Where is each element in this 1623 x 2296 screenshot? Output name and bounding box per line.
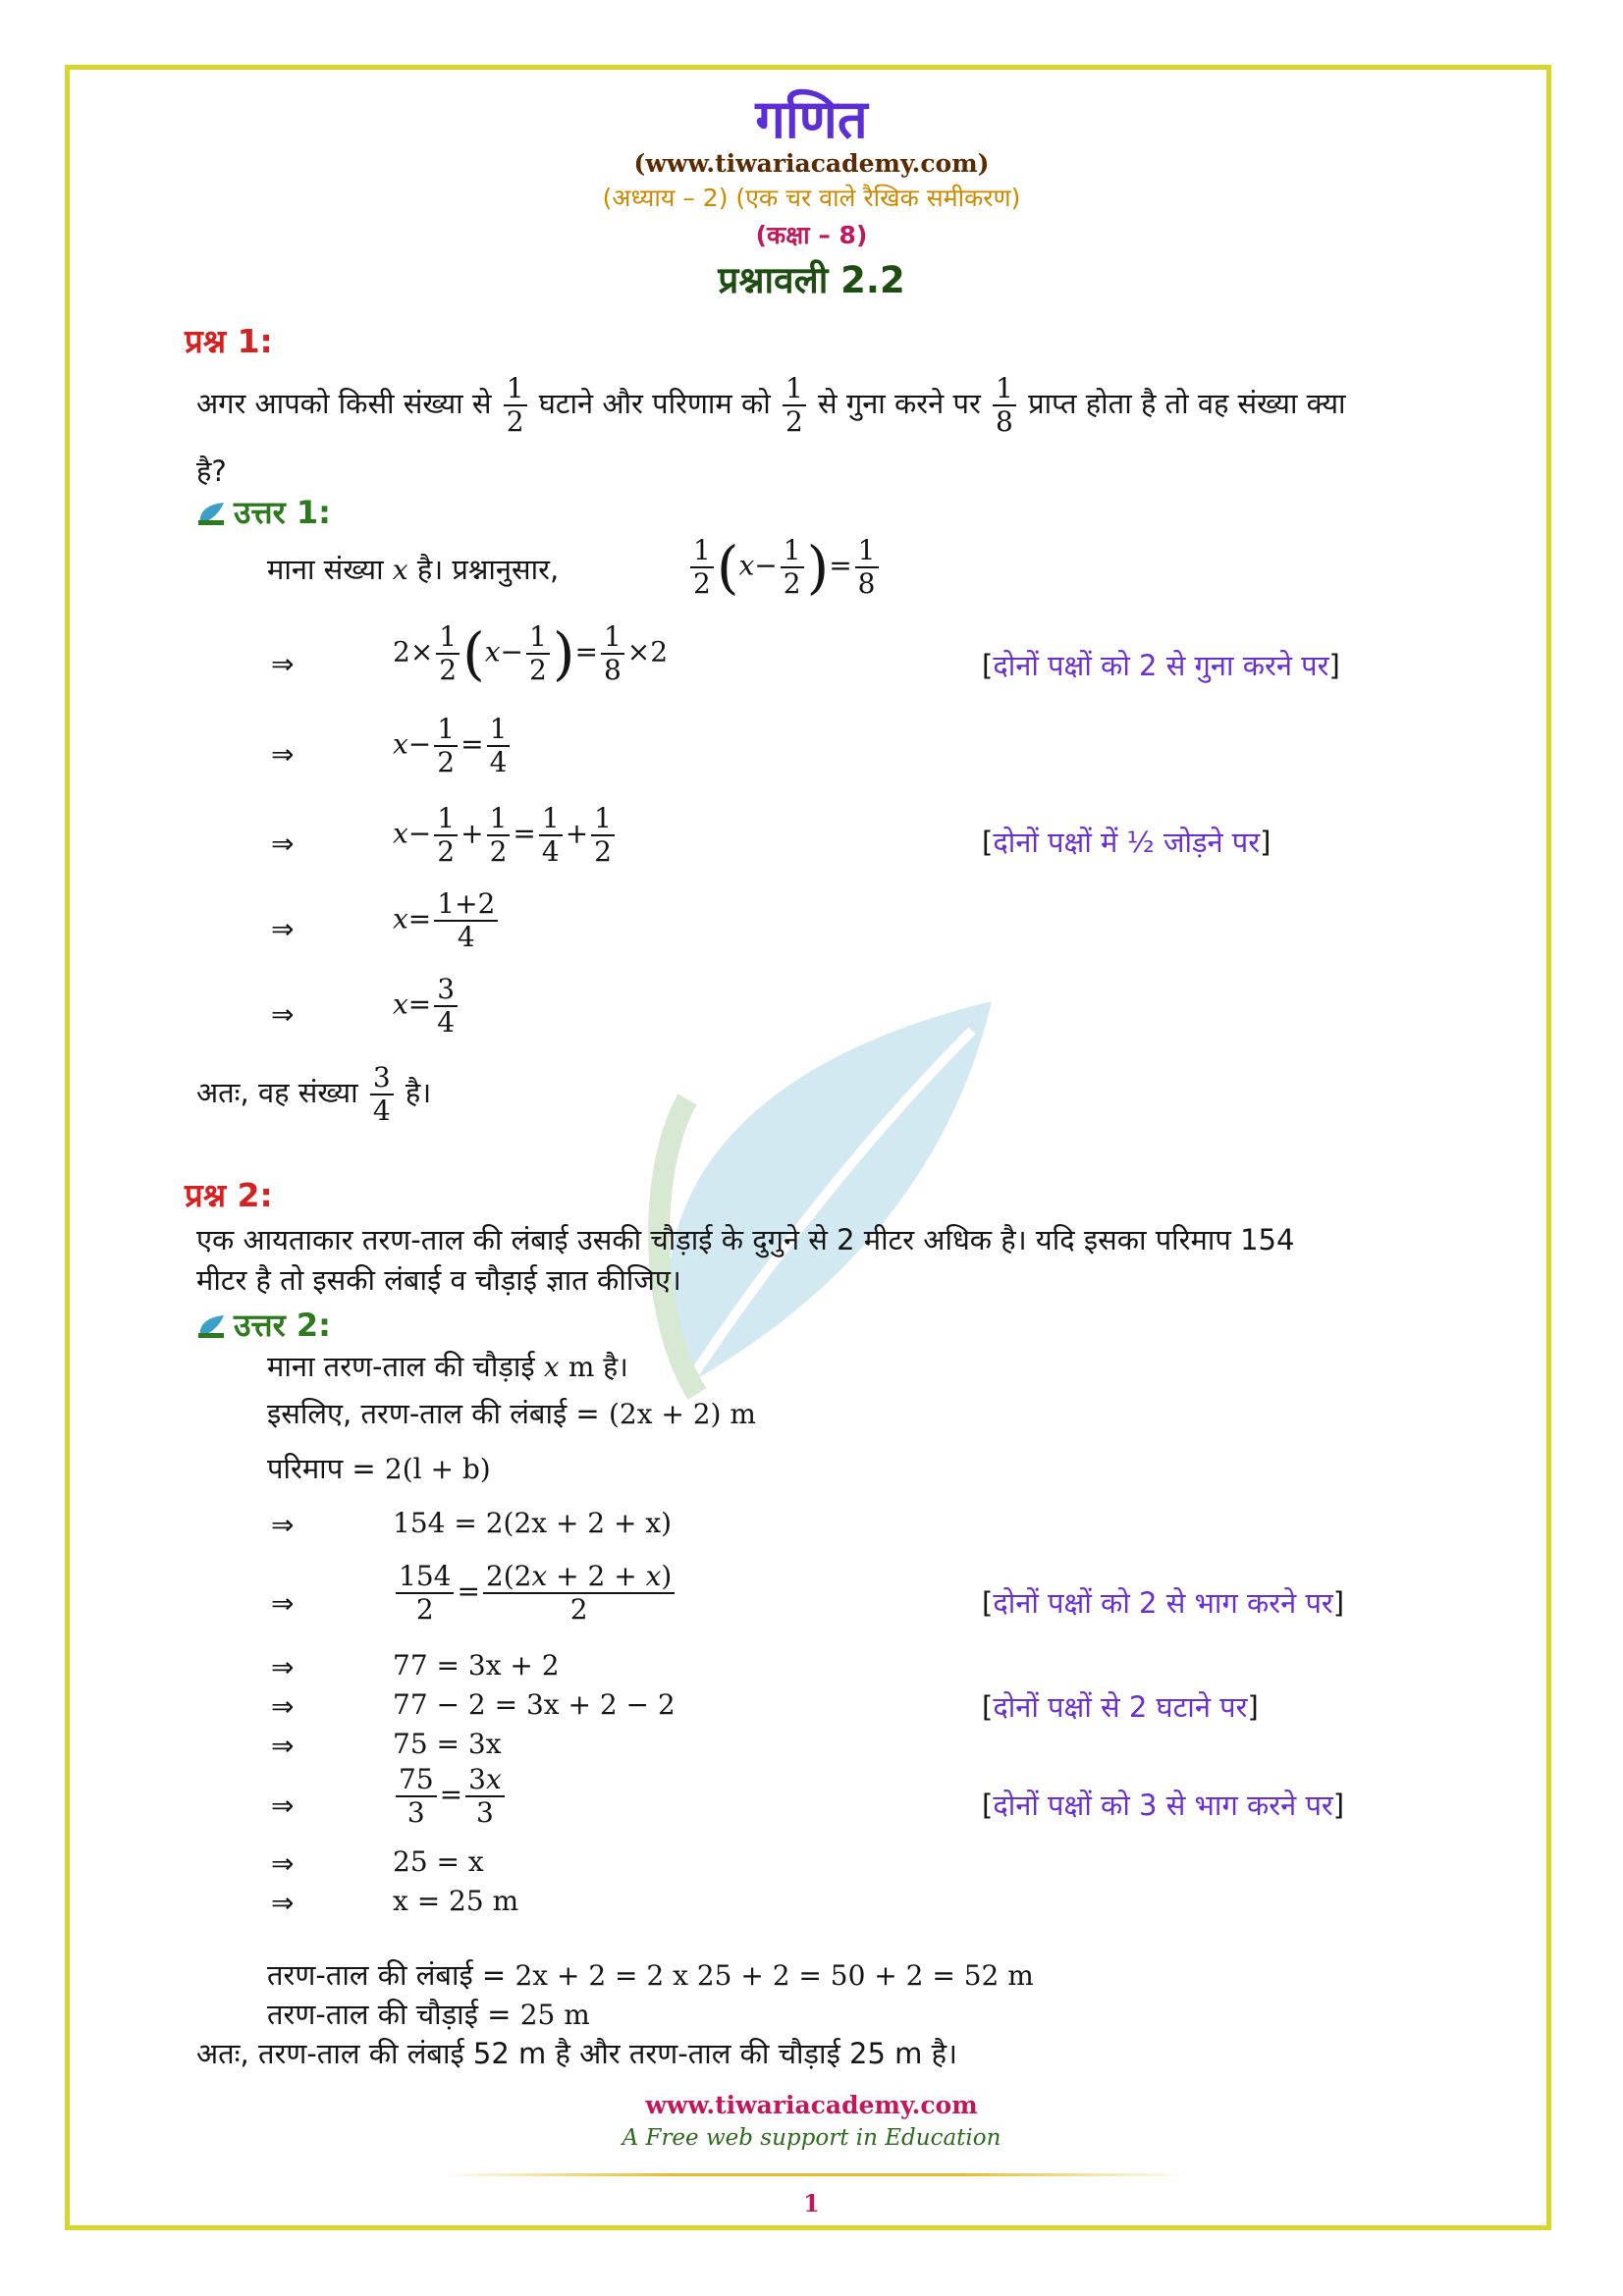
- implies-arrow: ⇒: [271, 828, 295, 860]
- answer-2-length: इसलिए, तरण-ताल की लंबाई = (2x + 2) m: [267, 1397, 756, 1430]
- answer-1-heading: उत्तर 1:: [196, 491, 331, 533]
- answer-1-step-4: x= $\frac{1+2}{4}$: [393, 888, 501, 953]
- leaf-logo-icon: [196, 1313, 226, 1339]
- answer-2-step-2: $\frac{154}{2}$ = $\frac{2(2x + 2 + x)}{2}$: [393, 1561, 677, 1626]
- question-2-heading: प्रश्न 2:: [185, 1176, 273, 1214]
- answer-1-equation: $\frac{1}{2}$ (x− $\frac{1}{2}$ )= $\frac{1}{8}$: [687, 535, 882, 600]
- answer-1-step-3: x− $\frac{1}{2}$ + $\frac{1}{2}$ = $\frac{1}{4}$ + $\frac{1}{2}$: [393, 803, 618, 868]
- answer-2-step-6: $\frac{75}{3}$ = $\frac{3x}{3}$: [393, 1764, 508, 1829]
- chapter-label: (अध्याय – 2) (एक चर वाले रैखिक समीकरण): [602, 184, 1021, 212]
- implies-arrow: ⇒: [271, 1887, 295, 1919]
- implies-arrow: ⇒: [271, 1730, 295, 1762]
- question-1-text: अगर आपको किसी संख्या से $\frac{1}{2}$ घटाने और परिणाम को $\frac{1}{2}$ से गुना करने पर $\frac{1}{8}$ प्राप्त होता है तो वह संख्या क्या: [196, 372, 1346, 439]
- answer-2-step-4: 77 − 2 = 3x + 2 − 2: [393, 1688, 676, 1721]
- leaf-logo-icon: [196, 501, 226, 526]
- class-label: (कक्षा – 8): [755, 221, 868, 249]
- answer-1-intro: माना संख्या x है। प्रश्नानुसार,: [267, 553, 560, 586]
- answer-2-width: माना तरण-ताल की चौड़ाई x m है।: [267, 1350, 628, 1383]
- answer-1-conclusion: अतः, वह संख्या $\frac{3}{4}$ है।: [196, 1061, 432, 1128]
- implies-arrow: ⇒: [271, 998, 295, 1031]
- implies-arrow: ⇒: [271, 1509, 295, 1541]
- answer-2-note-divide-2: [दोनों पक्षों को 2 से भाग करने पर]: [982, 1586, 1345, 1620]
- fraction-half: $\frac{1}{2}$: [504, 373, 527, 438]
- implies-arrow: ⇒: [271, 1587, 295, 1620]
- fraction-eighth: $\frac{1}{8}$: [993, 373, 1016, 438]
- answer-2-perimeter: परिमाप = 2(l + b): [267, 1452, 491, 1485]
- answer-2-step-8: x = 25 m: [393, 1885, 519, 1917]
- page-number: 1: [803, 2189, 820, 2217]
- header-website: (www.tiwariacademy.com): [633, 149, 990, 178]
- answer-2-width-result: तरण-ताल की चौड़ाई = 25 m: [267, 1998, 590, 2031]
- answer-2-step-5: 75 = 3x: [393, 1728, 502, 1760]
- answer-1-note-1: [दोनों पक्षों को 2 से गुना करने पर]: [982, 649, 1340, 682]
- implies-arrow: ⇒: [271, 1789, 295, 1822]
- fraction-half: $\frac{1}{2}$: [783, 373, 806, 438]
- answer-1-step-5: x= $\frac{3}{4}$: [393, 974, 460, 1039]
- footer-tagline: A Free web support in Education: [622, 2125, 1001, 2151]
- page-title: गणित: [755, 88, 868, 150]
- footer-divider: [442, 2173, 1188, 2176]
- answer-1-note-2: [दोनों पक्षों में ½ जोड़ने पर]: [982, 826, 1271, 859]
- question-2-line-2: मीटर है तो इसकी लंबाई व चौड़ाई ज्ञात कीजिए।: [196, 1263, 681, 1297]
- answer-1-step-1: 2× $\frac{1}{2}$ (x− $\frac{1}{2}$ )= $\frac{1}{8}$ ×2: [393, 620, 669, 688]
- implies-arrow: ⇒: [271, 1847, 295, 1880]
- answer-2-length-result: तरण-ताल की लंबाई = 2x + 2 = 2 x 25 + 2 = 50 + 2 = 52 m: [267, 1958, 1034, 1992]
- implies-arrow: ⇒: [271, 648, 295, 680]
- exercise-label: प्रश्नावली 2.2: [718, 259, 905, 301]
- answer-2-note-subtract-2: [दोनों पक्षों से 2 घटाने पर]: [982, 1690, 1259, 1724]
- answer-2-heading: उत्तर 2:: [196, 1304, 331, 1346]
- question-2-line-1: एक आयताकार तरण-ताल की लंबाई उसकी चौड़ाई के दुगुने से 2 मीटर अधिक है। यदि इसका परिमाप 154: [196, 1223, 1295, 1256]
- implies-arrow: ⇒: [271, 738, 295, 771]
- answer-2-step-7: 25 = x: [393, 1845, 484, 1878]
- implies-arrow: ⇒: [271, 1690, 295, 1723]
- answer-2-step-1: 154 = 2(2x + 2 + x): [393, 1507, 673, 1539]
- answer-2-conclusion: अतः, तरण-ताल की लंबाई 52 m है और तरण-ताल की चौड़ाई 25 m है।: [196, 2037, 957, 2070]
- answer-2-step-3: 77 = 3x + 2: [393, 1649, 560, 1682]
- footer-website-link[interactable]: www.tiwariacademy.com: [645, 2091, 978, 2119]
- question-1-heading: प्रश्न 1:: [185, 322, 273, 360]
- fraction-three-quarters: $\frac{3}{4}$: [370, 1062, 394, 1127]
- implies-arrow: ⇒: [271, 913, 295, 945]
- question-1-text-line2: है?: [196, 454, 227, 488]
- implies-arrow: ⇒: [271, 1651, 295, 1683]
- answer-1-step-2: x− $\frac{1}{2}$ = $\frac{1}{4}$: [393, 714, 513, 778]
- answer-2-note-divide-3: [दोनों पक्षों को 3 से भाग करने पर]: [982, 1789, 1345, 1822]
